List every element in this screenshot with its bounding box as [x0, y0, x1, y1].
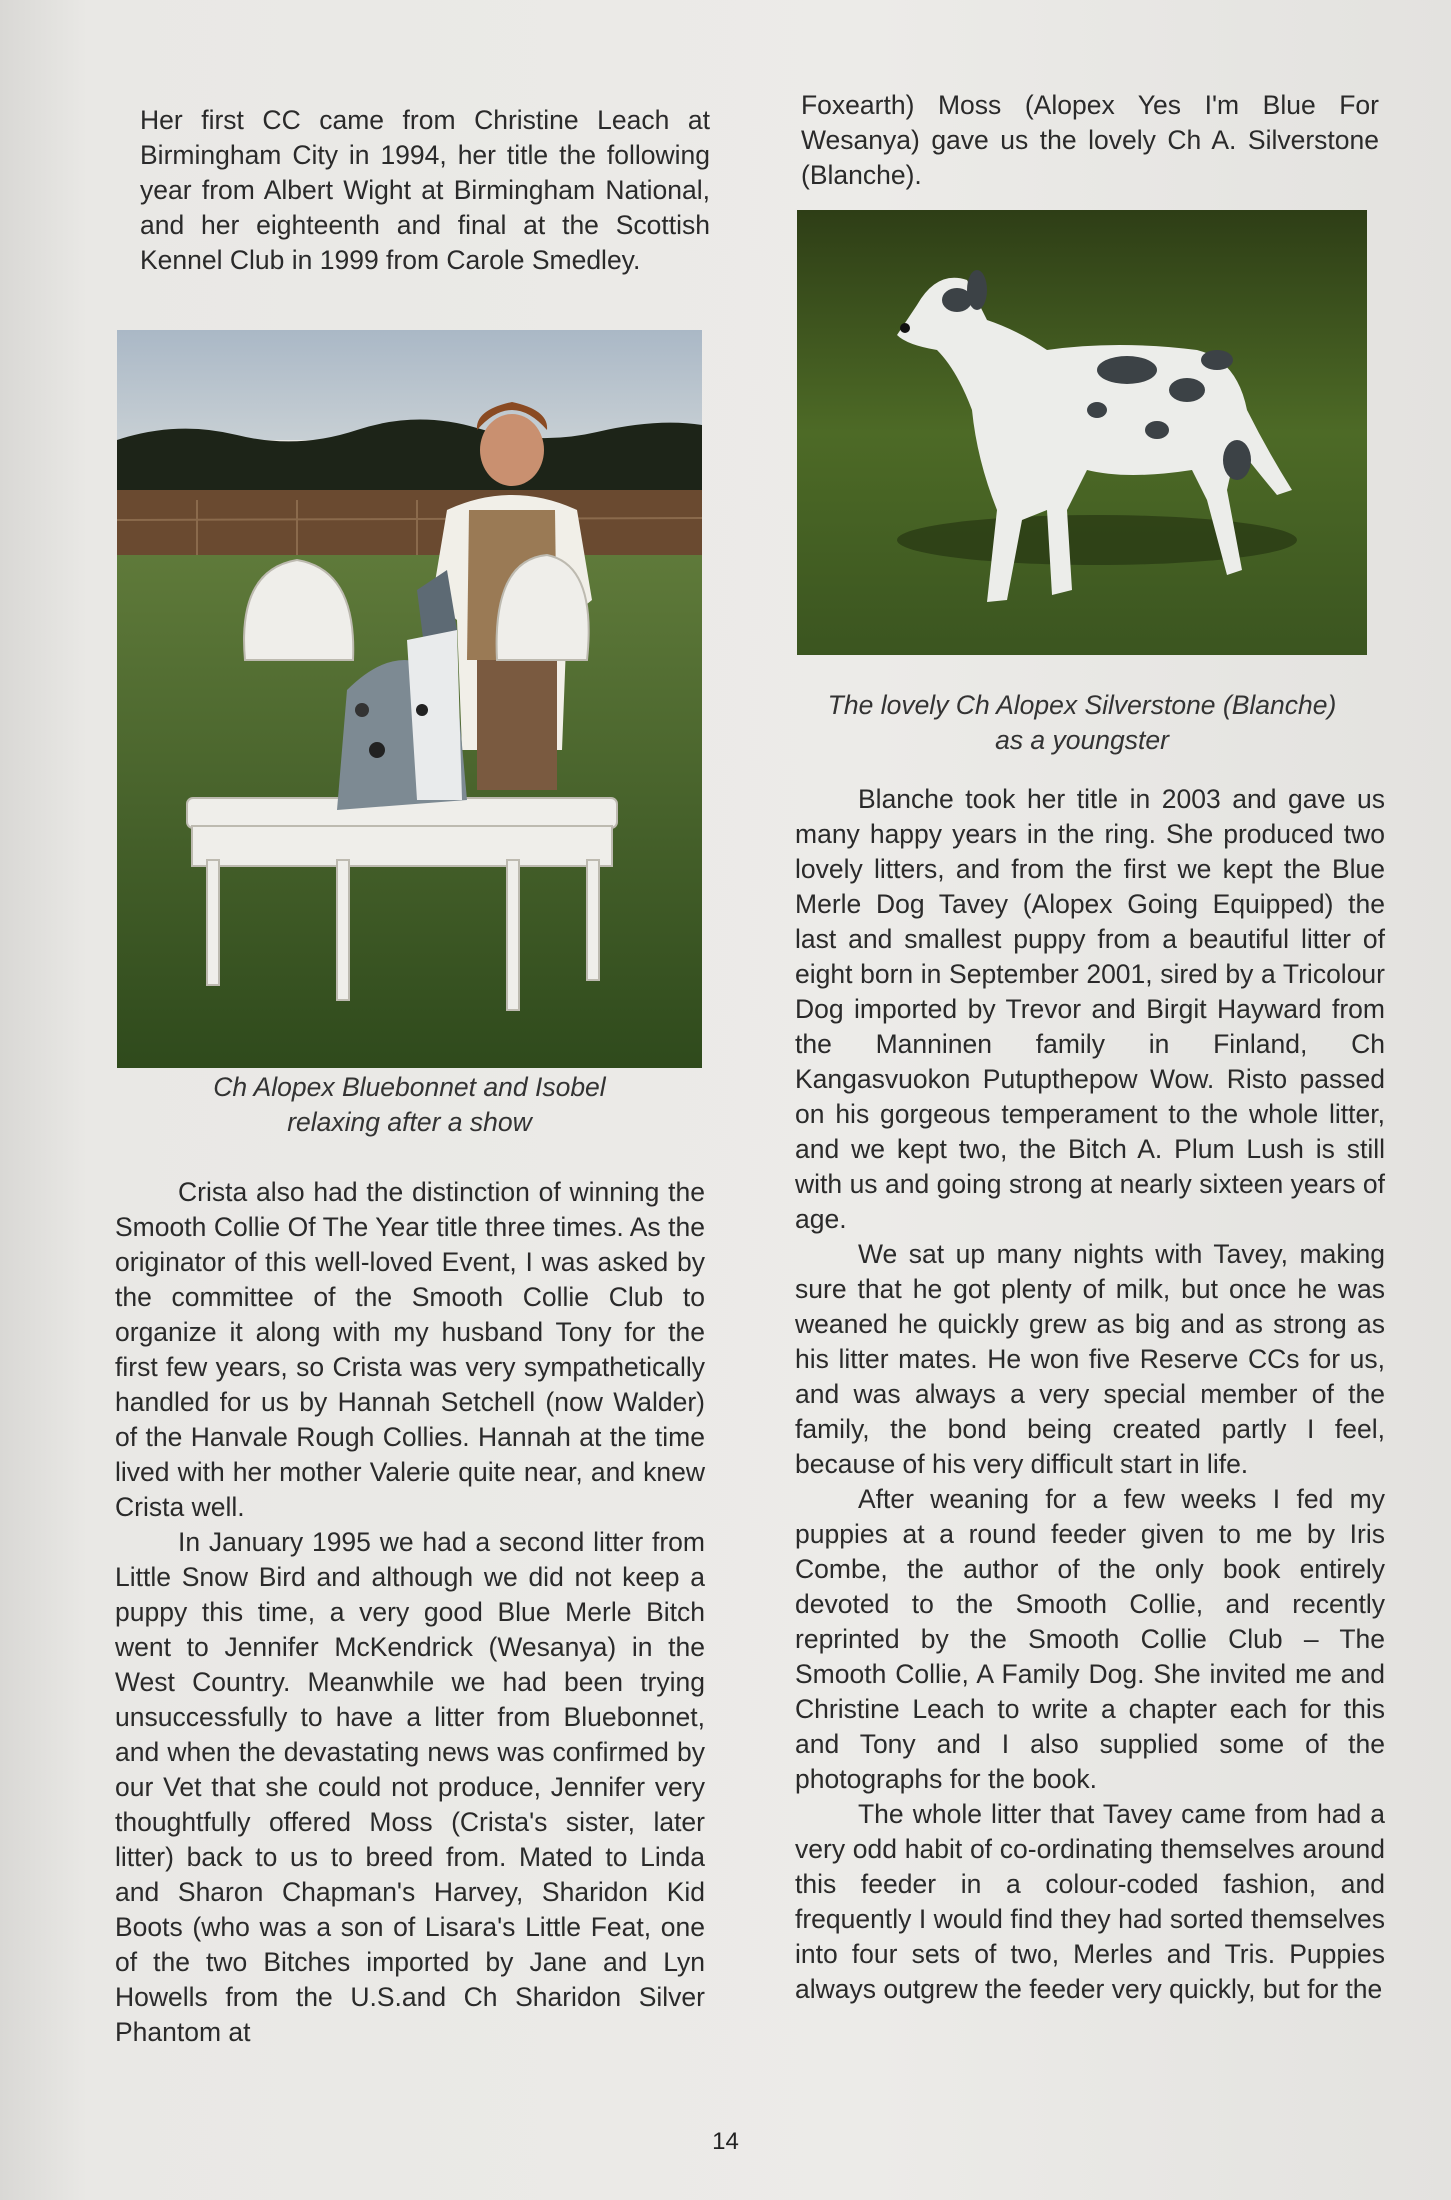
right-caption-line-2: as a youngster [995, 725, 1169, 755]
left-caption-line-1: Ch Alopex Bluebonnet and Isobel [213, 1072, 606, 1102]
page-number: 14 [712, 2128, 739, 2155]
right-intro-paragraph: Foxearth) Moss (Alopex Yes I'm Blue For Wesanya) gave us the lovely Ch A. Silverstone (Blanche). [801, 90, 1379, 190]
photo-silverstone-blanche [797, 210, 1367, 655]
right-body-block [795, 782, 1385, 2007]
right-intro-block [801, 88, 1379, 193]
photo-bluebonnet-and-isobel [117, 330, 702, 1068]
left-intro-paragraph: Her first CC came from Christine Leach at Birmingham City in 1994, her title the following year from Albert Wight at Birmingham National, and her eighteenth and final at the Scottish Kennel Club in 1999 from Carole Smedley. [140, 105, 710, 275]
right-paragraph-feeder: After weaning for a few weeks I fed my puppies at a round feeder given to me by Iris Combe, the author of the only book entirely devoted to the Smooth Collie, and recently reprinted by the Smooth Collie Club – The Smooth Collie, A Family Dog. She invited me and Christine Leach to write a chapter each for this and Tony and I also supplied some of the photographs for the book. [795, 1484, 1385, 1794]
right-paragraph-tavey-nights: We sat up many nights with Tavey, making sure that he got plenty of milk, but once he was weaned he quickly grew as big and as strong as his litter mates. He won five Reserve CCs for us, and was always a very special member of the family, the bond being created partly I feel, because of his very difficult start in life. [795, 1239, 1385, 1479]
left-paragraph-crista: Crista also had the distinction of winning the Smooth Collie Of The Year title three times. As the originator of this well-loved Event, I was asked by the committee of the Smooth Collie Club to organize it along with my husband Tony for the first few years, so Crista was very sympathetically handled for us by Hannah Setchell (now Walder) of the Hanvale Rough Collies. Hannah at the time lived with her mother Valerie quite near, and knew Crista well. [115, 1177, 705, 1522]
left-caption-line-2: relaxing after a show [287, 1107, 532, 1137]
left-intro-block [140, 103, 710, 278]
right-caption-line-1: The lovely Ch Alopex Silverstone (Blanche) [827, 690, 1337, 720]
left-photo-caption [117, 1070, 702, 1140]
right-paragraph-blanche-title: Blanche took her title in 2003 and gave us many happy years in the ring. She produced two lovely litters, and from the first we kept the Blue Merle Dog Tavey (Alopex Going Equipped) the last and smallest puppy from a beautiful litter of eight born in September 2001, sired by a Tricolour Dog imported by Trevor and Birgit Hayward from the Manninen family in Finland, Ch Kangasvuokon Putupthepow Wow. Risto passed on his gorgeous temperament to the whole litter, and we kept two, the Bitch A. Plum Lush is still with us and going strong at nearly sixteen years of age. [795, 784, 1385, 1234]
right-photo-caption [797, 688, 1367, 758]
left-body-block [115, 1175, 705, 2050]
left-paragraph-january-1995: In January 1995 we had a second litter from Little Snow Bird and although we did not keep a puppy this time, a very good Blue Merle Bitch went to Jennifer McKendrick (Wesanya) in the West Country. Meanwhile we had been trying unsuccessfully to have a litter from Bluebonnet, and when the devastating news was confirmed by our Vet that she could not produce, Jennifer very thoughtfully offered Moss (Crista's sister, later litter) back to us to breed from. Mated to Linda and Sharon Chapman's Harvey, Sharidon Kid Boots (who was a son of Lisara's Little Feat, one of the two Bitches imported by Jane and Lyn Howells from the U.S.and Ch Sharidon Silver Phantom at [115, 1527, 705, 2047]
right-paragraph-litter-habit: The whole litter that Tavey came from had a very odd habit of co-ordinating themselves around this feeder in a colour-coded fashion, and frequently I would find they had sorted themselves into four sets of two, Merles and Tris. Puppies always outgrew the feeder very quickly, but for the [795, 1799, 1385, 2004]
